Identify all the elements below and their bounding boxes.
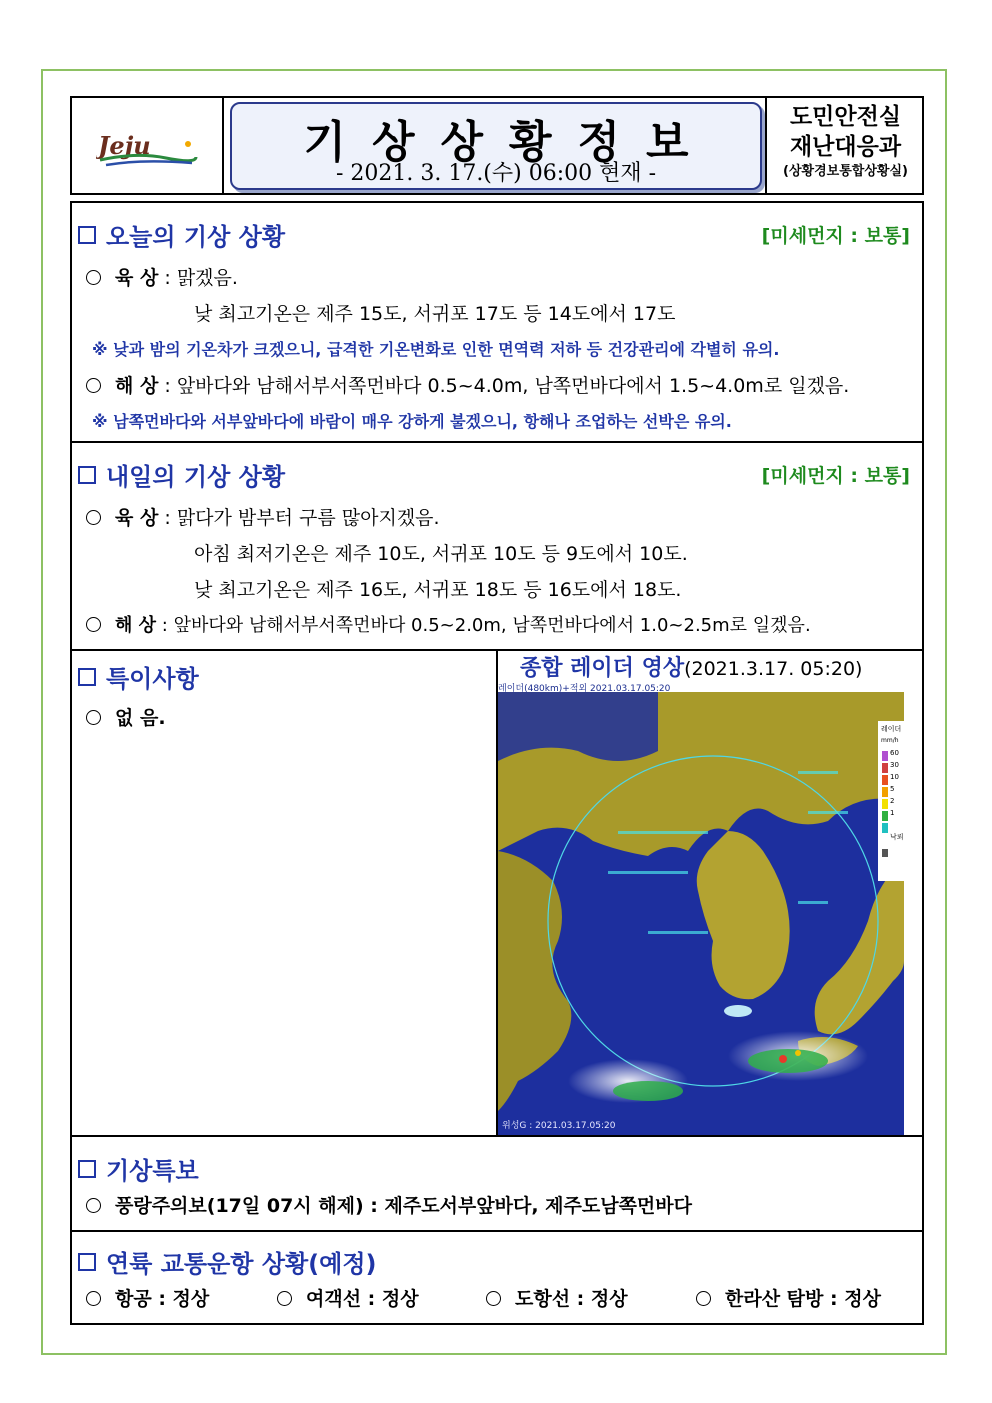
logo-cell [72, 98, 224, 193]
traffic-section [72, 1232, 922, 1323]
warning-heading: 기상특보 [78, 1151, 199, 1186]
traffic-heading: 연륙 교통운항 상황(예정) [78, 1244, 377, 1279]
dept-line1: 도민안전실 [789, 104, 902, 130]
circle-bullet-icon [86, 710, 101, 725]
title-box [230, 102, 762, 190]
legend-value: 60 [890, 749, 899, 757]
circle-bullet-icon [86, 510, 101, 525]
special-section [72, 651, 922, 1137]
tomorrow-section [72, 443, 922, 651]
tomorrow-fine-dust: [미세먼지 : 보통] [761, 465, 910, 487]
traffic-air: 항공 : 정상 [86, 1284, 209, 1311]
report-body [70, 201, 924, 1325]
circle-bullet-icon [277, 1291, 292, 1306]
tomorrow-max-temp: 낮 최고기온은 제주 16도, 서귀포 18도 등 16도에서 18도. [194, 579, 682, 601]
report-date: - 2021. 3. 17.(수) 06:00 현재 - [335, 161, 657, 186]
radar-top-caption: 레이더(480km)+적외 2021.03.17.05:20 [498, 684, 671, 694]
today-land: 육 상 : 맑겠음. [86, 263, 238, 290]
svg-text:Jeju: Jeju [98, 132, 151, 160]
legend-value: 1 [890, 809, 895, 817]
dept-line2: 재난대응과 [789, 134, 902, 160]
tomorrow-heading: 내일의 기상 상황 [78, 457, 285, 492]
special-heading: 특이사항 [78, 659, 199, 694]
circle-bullet-icon [86, 617, 101, 632]
radar-title: 종합 레이더 영상(2021.3.17. 05:20) [520, 656, 863, 681]
today-sea: 해 상 : 앞바다와 남해서부서쪽먼바다 0.5~4.0m, 남쪽먼바다에서 1.5~4.0m로 일겠음. [86, 371, 849, 398]
warning-section [72, 1137, 922, 1232]
radar-divider [496, 651, 498, 681]
circle-bullet-icon [86, 1291, 101, 1306]
legend-unit: mm/h [881, 737, 899, 744]
checkbox-icon [78, 1253, 96, 1271]
department [765, 98, 924, 193]
checkbox-icon [78, 668, 96, 686]
legend-value: 10 [890, 773, 899, 781]
radar-map-icon [498, 681, 904, 1135]
warning-item: 풍랑주의보(17일 07시 해제) : 제주도서부앞바다, 제주도남쪽먼바다 [86, 1191, 692, 1218]
radar-legend [881, 723, 904, 843]
today-note2: ※ 남쪽먼바다와 서부앞바다에 바람이 매우 강하게 불겠으니, 항해나 조업하는 선박은 유의. [92, 412, 732, 431]
circle-bullet-icon [696, 1291, 711, 1306]
legend-lightning: 낙뢰 [890, 833, 904, 841]
checkbox-icon [78, 466, 96, 484]
circle-bullet-icon [86, 1198, 101, 1213]
legend-title: 레이더 [881, 725, 902, 733]
circle-bullet-icon [86, 270, 101, 285]
traffic-ferry: 여객선 : 정상 [277, 1284, 419, 1311]
special-item: 없 음. [86, 703, 166, 730]
circle-bullet-icon [86, 378, 101, 393]
today-note1: ※ 낮과 밤의 기온차가 크겠으니, 급격한 기온변화로 인한 면역력 저하 등 건강관리에 각별히 유의. [92, 340, 780, 359]
page-title: 기상상황정보 [303, 117, 715, 168]
dept-line3: (상황경보통합상황실) [783, 164, 908, 179]
tomorrow-sea: 해 상 : 앞바다와 남해서부서쪽먼바다 0.5~2.0m, 남쪽먼바다에서 1.0~2.5m로 일겠음. [86, 611, 811, 637]
today-heading: 오늘의 기상 상황 [78, 217, 285, 252]
tomorrow-min-temp: 아침 최저기온은 제주 10도, 서귀포 10도 등 9도에서 10도. [194, 543, 688, 565]
traffic-hallasan: 한라산 탐방 : 정상 [696, 1284, 881, 1311]
checkbox-icon [78, 226, 96, 244]
radar-image [496, 681, 906, 1135]
today-land-temp: 낮 최고기온은 제주 15도, 서귀포 17도 등 14도에서 17도 [194, 303, 676, 325]
legend-value: 30 [890, 761, 899, 769]
header [70, 96, 924, 195]
traffic-island-ferry: 도항선 : 정상 [486, 1284, 628, 1311]
checkbox-icon [78, 1160, 96, 1178]
today-fine-dust: [미세먼지 : 보통] [761, 225, 910, 247]
today-section [72, 203, 922, 443]
radar-bottom-caption: 위성G : 2021.03.17.05:20 [502, 1121, 616, 1131]
jeju-logo-icon [96, 132, 198, 168]
tomorrow-land: 육 상 : 맑다가 밤부터 구름 많아지겠음. [86, 503, 440, 530]
legend-value: 2 [890, 797, 895, 805]
circle-bullet-icon [486, 1291, 501, 1306]
legend-value: 5 [890, 785, 895, 793]
